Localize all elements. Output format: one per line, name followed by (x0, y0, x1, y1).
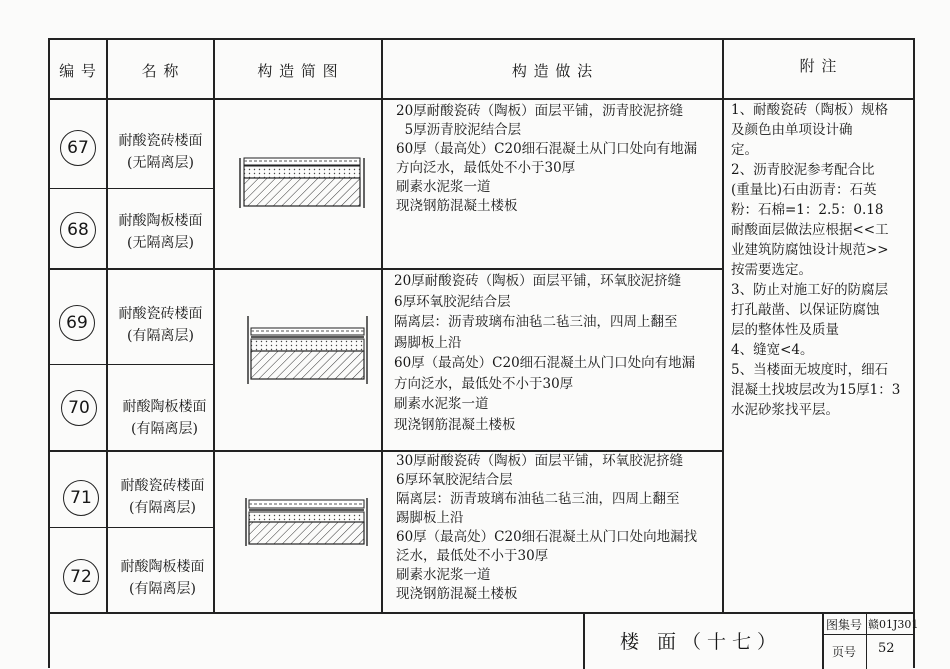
note-line: 定。 (731, 142, 758, 158)
method-line: 6厚环氧胶泥结合层 (396, 472, 513, 488)
item-name-line1: 耐酸瓷砖楼面 (118, 133, 203, 149)
item-number: 71 (63, 480, 99, 516)
item-name (108, 130, 213, 174)
note-line: 4、缝宽<4。 (731, 342, 814, 358)
note-line: 粉：石棉=1：2.5：0.18 (731, 202, 884, 218)
method-line: 6厚环氧胶泥结合层 (394, 293, 511, 310)
method-line: 现浇钢筋混凝土楼板 (394, 416, 516, 433)
item-name (108, 210, 213, 254)
note-line: 2、沥青胶泥参考配合比 (731, 162, 875, 178)
item-number: 72 (63, 559, 99, 595)
frame-left (48, 38, 50, 668)
group-sep-1 (48, 268, 723, 270)
note-line: 打孔敲凿、以保证防腐蚀 (731, 302, 880, 318)
item-name-line2: (有隔离层) (127, 328, 194, 344)
method-group-2 (394, 271, 695, 435)
method-line: 方向泛水，最低处不小于30厚 (396, 160, 576, 176)
title-block-row (822, 634, 914, 635)
item-number: 70 (61, 390, 97, 426)
section-diagram-2 (245, 316, 370, 386)
item-number: 67 (60, 130, 96, 166)
item-name (110, 556, 215, 600)
method-group-3 (396, 452, 697, 604)
method-line: 5厚沥青胶泥结合层 (396, 122, 522, 138)
item-name-line2: (无隔离层) (127, 155, 194, 171)
col-line-2 (213, 38, 215, 613)
item-name-line2: (无隔离层) (127, 235, 194, 251)
item-name-line2: (有隔离层) (131, 421, 198, 437)
method-line: 刷素水泥浆一道 (396, 179, 491, 195)
drawing-title: 楼 面（十七） (620, 631, 783, 653)
method-line: 刷素水泥浆一道 (396, 567, 491, 583)
note-line: 耐酸面层做法应根据<<工 (731, 222, 889, 238)
method-line: 踢脚板上沿 (396, 510, 464, 526)
frame-right (913, 38, 915, 668)
header-diagram: 构 造 简 图 (257, 62, 339, 80)
item-name (108, 303, 213, 347)
item-number: 68 (60, 212, 96, 248)
note-line: 水泥砂浆找平层。 (731, 402, 839, 418)
method-line: 20厚耐酸瓷砖（陶板）面层平铺，沥青胶泥挤缝 (396, 103, 684, 119)
note-line: 按需要选定。 (731, 262, 812, 278)
method-line: 20厚耐酸瓷砖（陶板）面层平铺，环氧胶泥挤缝 (394, 273, 682, 289)
method-line: 隔离层：沥青玻璃布油毡二毡三油，四周上翻至 (396, 491, 680, 507)
item-name-line1: 耐酸陶板楼面 (122, 399, 207, 415)
frame-top (48, 38, 914, 40)
method-line: 30厚耐酸瓷砖（陶板）面层平铺，环氧胶泥挤缝 (396, 453, 684, 469)
method-line: 60厚（最高处）C20细石混凝土从门口处向有地漏 (396, 141, 698, 157)
note-line: (重量比)石由沥青：石英 (731, 182, 877, 198)
header-notes: 附 注 (799, 57, 838, 75)
method-line: 踢脚板上沿 (394, 334, 462, 351)
note-line: 混凝土找坡层改为15厚1：3 (731, 382, 901, 398)
item-name-line1: 耐酸瓷砖楼面 (120, 478, 205, 494)
note-line: 层的整体性及质量 (731, 322, 839, 338)
title-block-mid (822, 612, 824, 669)
item-name-line1: 耐酸瓷砖楼面 (118, 306, 203, 322)
col-line-3 (381, 38, 383, 613)
notes-column (731, 100, 900, 420)
item-sep-3 (48, 527, 213, 528)
note-line: 5、当楼面无坡度时，细石 (731, 362, 889, 378)
method-line: 刷素水泥浆一道 (394, 396, 489, 412)
method-line: 60厚（最高处）C20细石混凝土从门口处向地漏找 (396, 529, 698, 545)
note-line: 1、耐酸瓷砖（陶板）规格 (731, 102, 889, 118)
page-label: 页号 (832, 645, 857, 659)
col-line-4 (722, 38, 724, 613)
method-group-1 (396, 102, 697, 216)
item-name-line2: (有隔离层) (129, 581, 196, 597)
section-diagram-3 (243, 498, 370, 548)
item-name (112, 396, 217, 440)
item-number: 69 (59, 305, 95, 341)
item-name-line1: 耐酸陶板楼面 (120, 559, 205, 575)
method-line: 泛水，最低处不小于30厚 (396, 548, 549, 564)
method-line: 现浇钢筋混凝土楼板 (396, 198, 518, 214)
atlas-label: 图集号 (826, 618, 863, 632)
header-name: 名 称 (141, 62, 180, 80)
method-line: 方向泛水，最低处不小于30厚 (394, 375, 574, 392)
method-line: 隔离层：沥青玻璃布油毡二毡三油，四周上翻至 (394, 314, 678, 330)
header-method: 构 造 做 法 (511, 62, 594, 80)
method-line: 60厚（最高处）C20细石混凝土从门口处向有地漏 (394, 355, 696, 371)
atlas-number: 赣01J301 (868, 618, 919, 631)
method-line: 现浇钢筋混凝土楼板 (396, 586, 518, 602)
item-name-line1: 耐酸陶板楼面 (118, 213, 203, 229)
footer-divider (48, 612, 914, 614)
note-line: 及颜色由单项设计确 (731, 122, 853, 138)
header-no: 编 号 (59, 62, 97, 80)
note-line: 3、防止对施工好的防腐层 (731, 282, 889, 298)
item-sep-1 (48, 188, 213, 189)
title-block-left (583, 612, 585, 669)
item-sep-2 (48, 364, 213, 365)
note-line: 业建筑防腐蚀设计规范>> (731, 242, 889, 258)
item-name-line2: (有隔离层) (129, 500, 196, 516)
title-block-inner (866, 612, 867, 669)
section-diagram-1 (238, 156, 366, 212)
page-number: 52 (878, 641, 895, 656)
item-name (110, 475, 215, 519)
